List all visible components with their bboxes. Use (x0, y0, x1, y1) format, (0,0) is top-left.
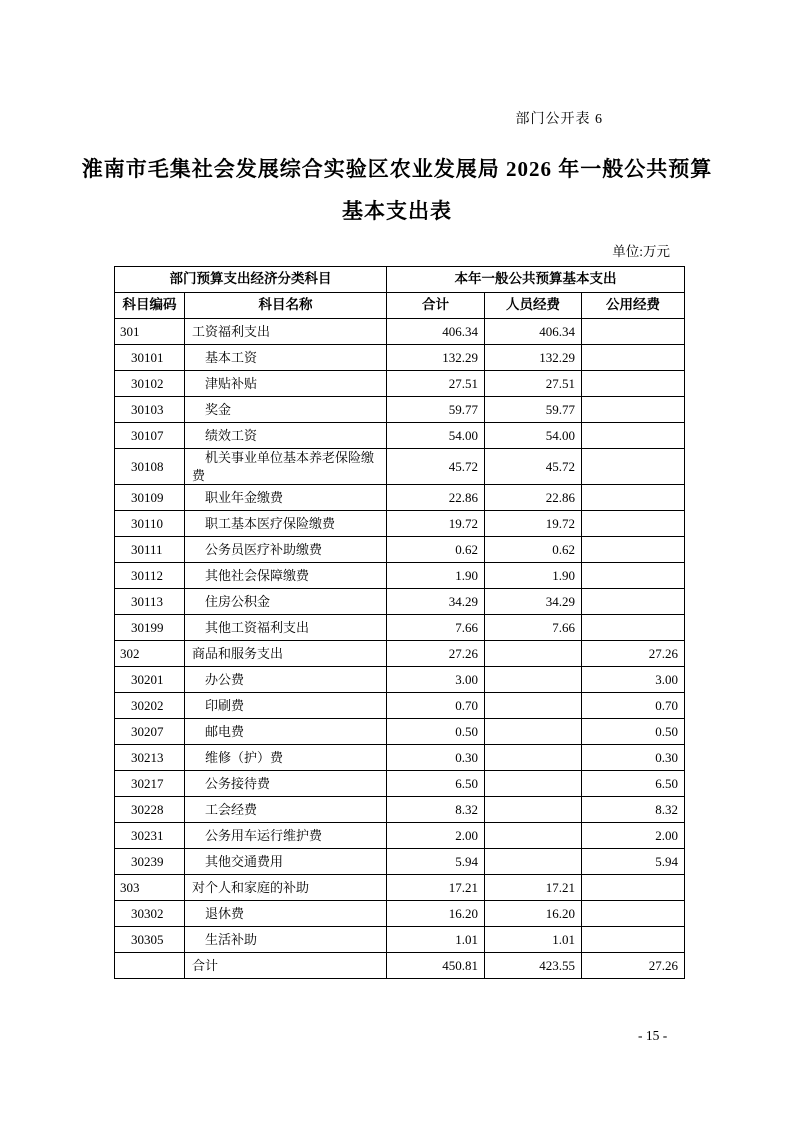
cell-personnel (485, 849, 582, 875)
cell-personnel: 59.77 (485, 397, 582, 423)
cell-code: 30101 (115, 345, 185, 371)
column-header-code: 科目编码 (115, 293, 185, 319)
cell-code: 30213 (115, 745, 185, 771)
cell-personnel (485, 745, 582, 771)
table-row (115, 927, 685, 953)
page-title-line2: 基本支出表 (342, 199, 452, 223)
table-row (115, 563, 685, 589)
cell-personnel (485, 667, 582, 693)
cell-total: 5.94 (387, 849, 485, 875)
cell-code: 303 (115, 875, 185, 901)
group-header-right: 本年一般公共预算基本支出 (387, 267, 685, 293)
cell-total: 17.21 (387, 875, 485, 901)
page-title (0, 148, 794, 232)
cell-public: 6.50 (582, 771, 685, 797)
cell-public (582, 319, 685, 345)
cell-personnel: 27.51 (485, 371, 582, 397)
cell-personnel: 54.00 (485, 423, 582, 449)
cell-name: 绩效工资 (185, 423, 387, 449)
cell-name: 对个人和家庭的补助 (185, 875, 387, 901)
doc-public-table-label: 部门公开表 6 (515, 112, 603, 127)
cell-name: 公务用车运行维护费 (185, 823, 387, 849)
column-header-public: 公用经费 (582, 293, 685, 319)
cell-total: 19.72 (387, 511, 485, 537)
cell-name: 商品和服务支出 (185, 641, 387, 667)
cell-public (582, 423, 685, 449)
table-row (115, 641, 685, 667)
cell-code: 30239 (115, 849, 185, 875)
cell-total: 1.90 (387, 563, 485, 589)
table-row (115, 345, 685, 371)
cell-name: 津贴补贴 (185, 371, 387, 397)
cell-public: 5.94 (582, 849, 685, 875)
table-row (115, 901, 685, 927)
cell-personnel: 1.90 (485, 563, 582, 589)
cell-total: 7.66 (387, 615, 485, 641)
cell-public (582, 345, 685, 371)
cell-total: 59.77 (387, 397, 485, 423)
cell-public (582, 589, 685, 615)
cell-personnel (485, 771, 582, 797)
cell-name: 住房公积金 (185, 589, 387, 615)
cell-code (115, 953, 185, 979)
column-header-total: 合计 (387, 293, 485, 319)
cell-personnel: 423.55 (485, 953, 582, 979)
cell-total: 132.29 (387, 345, 485, 371)
page-number: - 15 - (638, 1028, 668, 1043)
cell-public (582, 563, 685, 589)
table-row (115, 667, 685, 693)
table-row (115, 823, 685, 849)
cell-name: 维修（护）费 (185, 745, 387, 771)
table-row (115, 875, 685, 901)
cell-code: 30108 (115, 449, 185, 485)
cell-public: 27.26 (582, 641, 685, 667)
group-header-left: 部门预算支出经济分类科目 (115, 267, 387, 293)
cell-name: 基本工资 (185, 345, 387, 371)
cell-name: 印刷费 (185, 693, 387, 719)
cell-name: 合计 (185, 953, 387, 979)
cell-total: 0.30 (387, 745, 485, 771)
cell-code: 30231 (115, 823, 185, 849)
cell-name: 其他社会保障缴费 (185, 563, 387, 589)
cell-personnel: 7.66 (485, 615, 582, 641)
table-row (115, 397, 685, 423)
cell-name: 工资福利支出 (185, 319, 387, 345)
cell-code: 302 (115, 641, 185, 667)
cell-total: 6.50 (387, 771, 485, 797)
cell-personnel: 132.29 (485, 345, 582, 371)
cell-name: 工会经费 (185, 797, 387, 823)
cell-total: 16.20 (387, 901, 485, 927)
cell-code: 30305 (115, 927, 185, 953)
cell-total: 45.72 (387, 449, 485, 485)
table-row (115, 589, 685, 615)
cell-public: 0.70 (582, 693, 685, 719)
table-row (115, 745, 685, 771)
cell-name: 其他工资福利支出 (185, 615, 387, 641)
cell-code: 30302 (115, 901, 185, 927)
cell-total: 54.00 (387, 423, 485, 449)
cell-personnel (485, 641, 582, 667)
cell-public (582, 485, 685, 511)
table-row (115, 423, 685, 449)
cell-public: 3.00 (582, 667, 685, 693)
budget-table (114, 266, 685, 979)
cell-name: 办公费 (185, 667, 387, 693)
table-row (115, 719, 685, 745)
cell-code: 30228 (115, 797, 185, 823)
cell-code: 30201 (115, 667, 185, 693)
cell-personnel: 17.21 (485, 875, 582, 901)
cell-public (582, 875, 685, 901)
cell-name: 公务接待费 (185, 771, 387, 797)
cell-public (582, 927, 685, 953)
cell-public (582, 511, 685, 537)
table-row (115, 511, 685, 537)
cell-code: 30103 (115, 397, 185, 423)
column-header-row (115, 293, 685, 319)
budget-table-body (115, 319, 685, 979)
table-row (115, 371, 685, 397)
cell-personnel: 16.20 (485, 901, 582, 927)
table-row (115, 797, 685, 823)
cell-code: 30107 (115, 423, 185, 449)
cell-total: 1.01 (387, 927, 485, 953)
cell-code: 30110 (115, 511, 185, 537)
cell-personnel (485, 693, 582, 719)
cell-personnel: 0.62 (485, 537, 582, 563)
cell-total: 34.29 (387, 589, 485, 615)
table-row (115, 953, 685, 979)
group-header-row (115, 267, 685, 293)
cell-personnel (485, 797, 582, 823)
cell-code: 30207 (115, 719, 185, 745)
cell-name: 退休费 (185, 901, 387, 927)
cell-name: 职业年金缴费 (185, 485, 387, 511)
page-title-line1: 淮南市毛集社会发展综合实验区农业发展局 2026 年一般公共预算 (81, 157, 713, 181)
cell-total: 2.00 (387, 823, 485, 849)
cell-personnel: 406.34 (485, 319, 582, 345)
cell-name: 其他交通费用 (185, 849, 387, 875)
cell-code: 30217 (115, 771, 185, 797)
cell-public: 27.26 (582, 953, 685, 979)
cell-name: 机关事业单位基本养老保险缴费 (185, 449, 387, 485)
cell-total: 27.26 (387, 641, 485, 667)
table-row (115, 849, 685, 875)
cell-code: 30102 (115, 371, 185, 397)
table-row (115, 449, 685, 485)
cell-total: 0.70 (387, 693, 485, 719)
cell-code: 30112 (115, 563, 185, 589)
cell-total: 450.81 (387, 953, 485, 979)
table-row (115, 771, 685, 797)
table-row (115, 693, 685, 719)
cell-total: 8.32 (387, 797, 485, 823)
cell-personnel (485, 823, 582, 849)
cell-public: 2.00 (582, 823, 685, 849)
cell-total: 0.62 (387, 537, 485, 563)
cell-public (582, 449, 685, 485)
cell-public (582, 371, 685, 397)
cell-code: 30202 (115, 693, 185, 719)
cell-total: 27.51 (387, 371, 485, 397)
cell-code: 30113 (115, 589, 185, 615)
cell-public (582, 397, 685, 423)
table-row (115, 485, 685, 511)
cell-personnel: 1.01 (485, 927, 582, 953)
cell-total: 22.86 (387, 485, 485, 511)
cell-personnel: 19.72 (485, 511, 582, 537)
cell-public: 0.30 (582, 745, 685, 771)
cell-name: 奖金 (185, 397, 387, 423)
column-header-name: 科目名称 (185, 293, 387, 319)
cell-public (582, 615, 685, 641)
cell-code: 30199 (115, 615, 185, 641)
table-row (115, 615, 685, 641)
cell-code: 30109 (115, 485, 185, 511)
cell-personnel (485, 719, 582, 745)
cell-name: 职工基本医疗保险缴费 (185, 511, 387, 537)
cell-public (582, 901, 685, 927)
cell-personnel: 34.29 (485, 589, 582, 615)
cell-total: 406.34 (387, 319, 485, 345)
cell-public: 8.32 (582, 797, 685, 823)
cell-public: 0.50 (582, 719, 685, 745)
cell-name: 生活补助 (185, 927, 387, 953)
cell-total: 0.50 (387, 719, 485, 745)
cell-code: 301 (115, 319, 185, 345)
cell-name: 邮电费 (185, 719, 387, 745)
cell-public (582, 537, 685, 563)
cell-code: 30111 (115, 537, 185, 563)
budget-table-header (115, 267, 685, 319)
cell-name: 公务员医疗补助缴费 (185, 537, 387, 563)
column-header-personnel: 人员经费 (485, 293, 582, 319)
table-row (115, 319, 685, 345)
unit-label: 单位:万元 (612, 244, 670, 259)
cell-personnel: 22.86 (485, 485, 582, 511)
cell-personnel: 45.72 (485, 449, 582, 485)
cell-total: 3.00 (387, 667, 485, 693)
table-row (115, 537, 685, 563)
